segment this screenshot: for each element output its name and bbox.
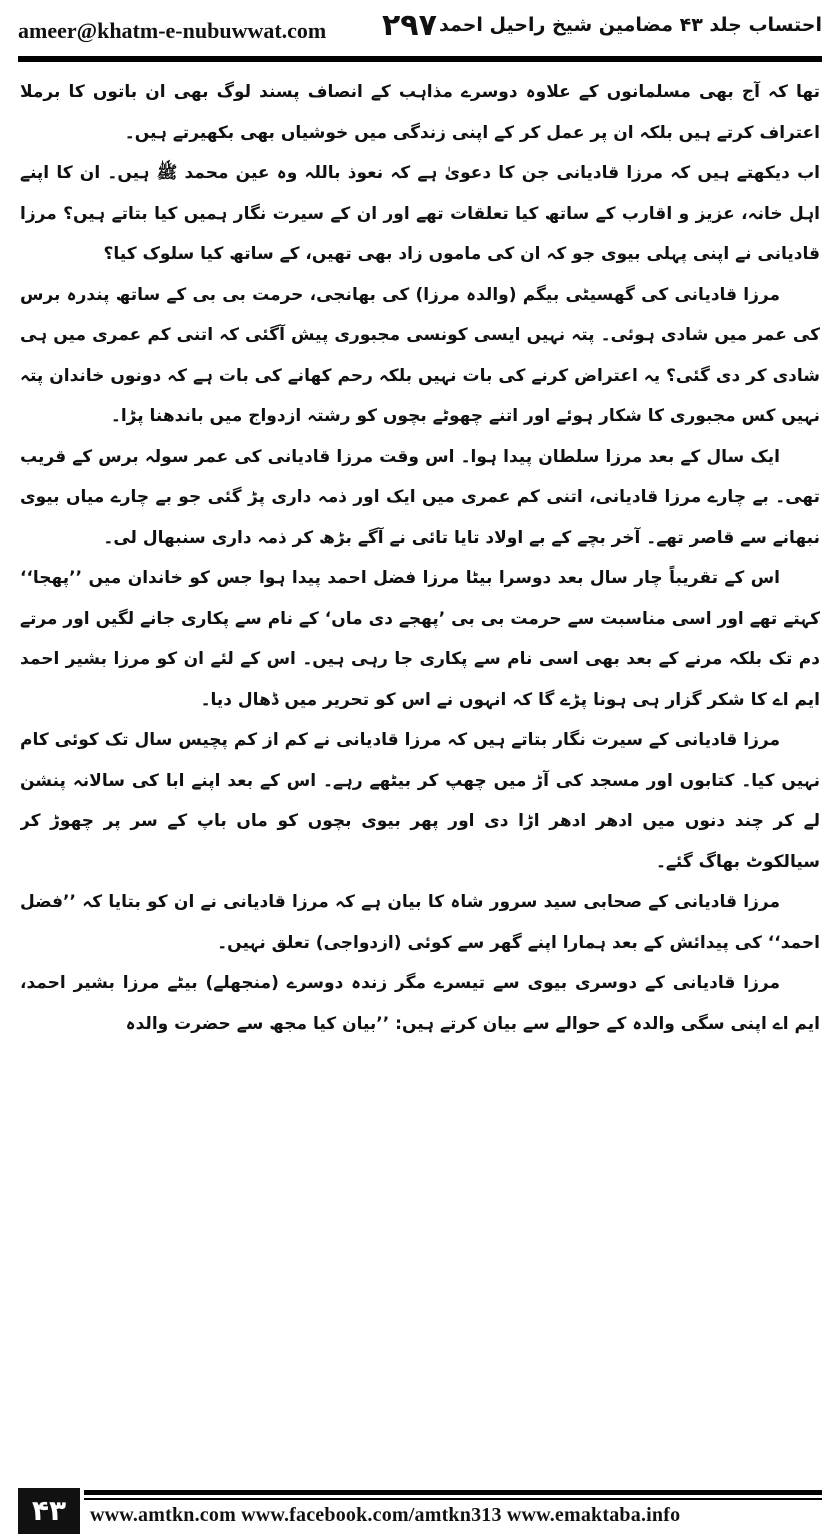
- paragraph-5: اس کے تقریباً چار سال بعد دوسرا بیٹا مرزا فضل احمد پیدا ہوا جس کو خاندان میں ’’پھجا‘‘ کہتے تھے اور اسی مناسبت سے حرمت بی بی ’پھجے دی ماں‘ کے نام سے پکاری جانے لگیں اور مرتے دم تک بلکہ مرنے کے بعد بھی اسی نام سے پکاری جا رہی ہیں۔ اس کے لئے ان کو مرزا بشیر احمد ایم اے کا شکر گزار ہی ہونا پڑے گا کہ انہوں نے اس کو تحریر میں ڈھال دیا۔: [20, 568, 820, 710]
- volume-number-badge: ۴۳: [18, 1488, 80, 1534]
- footer-divider-thin: [84, 1498, 822, 1500]
- footer-divider: [84, 1490, 822, 1495]
- paragraph-7: مرزا قادیانی کے صحابی سید سرور شاہ کا بیان ہے کہ مرزا قادیانی نے ان کو بتایا کہ ’’فضل احمد‘‘ کی پیدائش کے بعد ہمارا اپنے گھر سے کوئی (ازدواجی) تعلق نہیں۔: [20, 892, 820, 953]
- paragraph-2: اب دیکھتے ہیں کہ مرزا قادیانی جن کا دعویٰ ہے کہ نعوذ باللہ وہ عین محمد ﷺ ہیں۔ ان کا اپنے اہل خانہ، عزیز و اقارب کے ساتھ کیا تعلقات تھے اور ان کے سیرت نگار ہمیں کیا بتاتے ہیں؟ مرزا قادیانی نے اپنی پہلی بیوی جو کہ ان کی ماموں زاد بھی تھیں، کے ساتھ کیا سلوک کیا؟: [20, 163, 820, 264]
- paragraph-6: مرزا قادیانی کے سیرت نگار بتاتے ہیں کہ مرزا قادیانی نے کم از کم پچیس سال تک کوئی کام نہیں کیا۔ کتابوں اور مسجد کی آڑ میں چھپ کر بیٹھے رہے۔ اس کے بعد اپنے ابا کی سالانہ پنشن لے کر چند دنوں میں ادھر ادھر اڑا دی اور پھر بیوی بچوں کو ماں باپ کے سر پر چھوڑ کر سیالکوٹ بھاگ گئے۔: [20, 730, 820, 872]
- header-title: احتساب جلد ۴۳ مضامین شیخ راحیل احمد: [439, 14, 822, 36]
- paragraph-8: مرزا قادیانی کے دوسری بیوی سے تیسرے مگر زندہ دوسرے (منجھلے) بیٹے مرزا بشیر احمد، ایم اے اپنی سگی والدہ کے حوالے سے بیان کرتے ہیں: ’’بیان کیا مجھ سے حضرت والدہ: [20, 973, 820, 1034]
- paragraph-1: تھا کہ آج بھی مسلمانوں کے علاوہ دوسرے مذاہب کے انصاف پسند لوگ بھی ان باتوں کا برملا اعتراف کرتے ہیں بلکہ ان پر عمل کر کے اپنی زندگی میں خوشیاں بھی بکھیرتے ہیں۔: [20, 82, 820, 143]
- paragraph-3: مرزا قادیانی کی گھسیٹی بیگم (والدہ مرزا) کی بھانجی، حرمت بی بی کے ساتھ پندرہ برس کی عمر میں شادی ہوئی۔ پتہ نہیں ایسی کونسی مجبوری پیش آگئی کہ اتنی کم عمری میں ہی شادی کر دی گئی؟ یہ اعتراض کرنے کی بات نہیں بلکہ رحم کھانے کی بات ہے کہ دونوں خاندان پتہ نہیں کس مجبوری کا شکار ہوئے اور اتنے چھوٹے بچوں کو رشتہ ازدواج میں باندھنا پڑا۔: [20, 284, 820, 426]
- header-email: ameer@khatm-e-nubuwwat.com: [18, 18, 327, 43]
- article-body: [20, 72, 820, 1472]
- page-number: ۲۹۷: [382, 8, 437, 43]
- footer-links: www.amtkn.com www.facebook.com/amtkn313 www.emaktaba.info: [90, 1504, 681, 1526]
- paragraph-4: ایک سال کے بعد مرزا سلطان پیدا ہوا۔ اس وقت مرزا قادیانی کی عمر سولہ برس کے قریب تھی۔ بے چارے مرزا قادیانی، اتنی کم عمری میں ایک اور ذمہ داری پڑ گئی جو بے چارے میاں بیوی نبھانے سے قاصر تھے۔ آخر بچے کے بے اولاد تایا تائی نے آگے بڑھ کر ذمہ داری سنبھال لی۔: [20, 446, 820, 548]
- page-footer: [0, 1488, 840, 1540]
- page-header: [0, 0, 840, 60]
- header-divider: [18, 56, 822, 62]
